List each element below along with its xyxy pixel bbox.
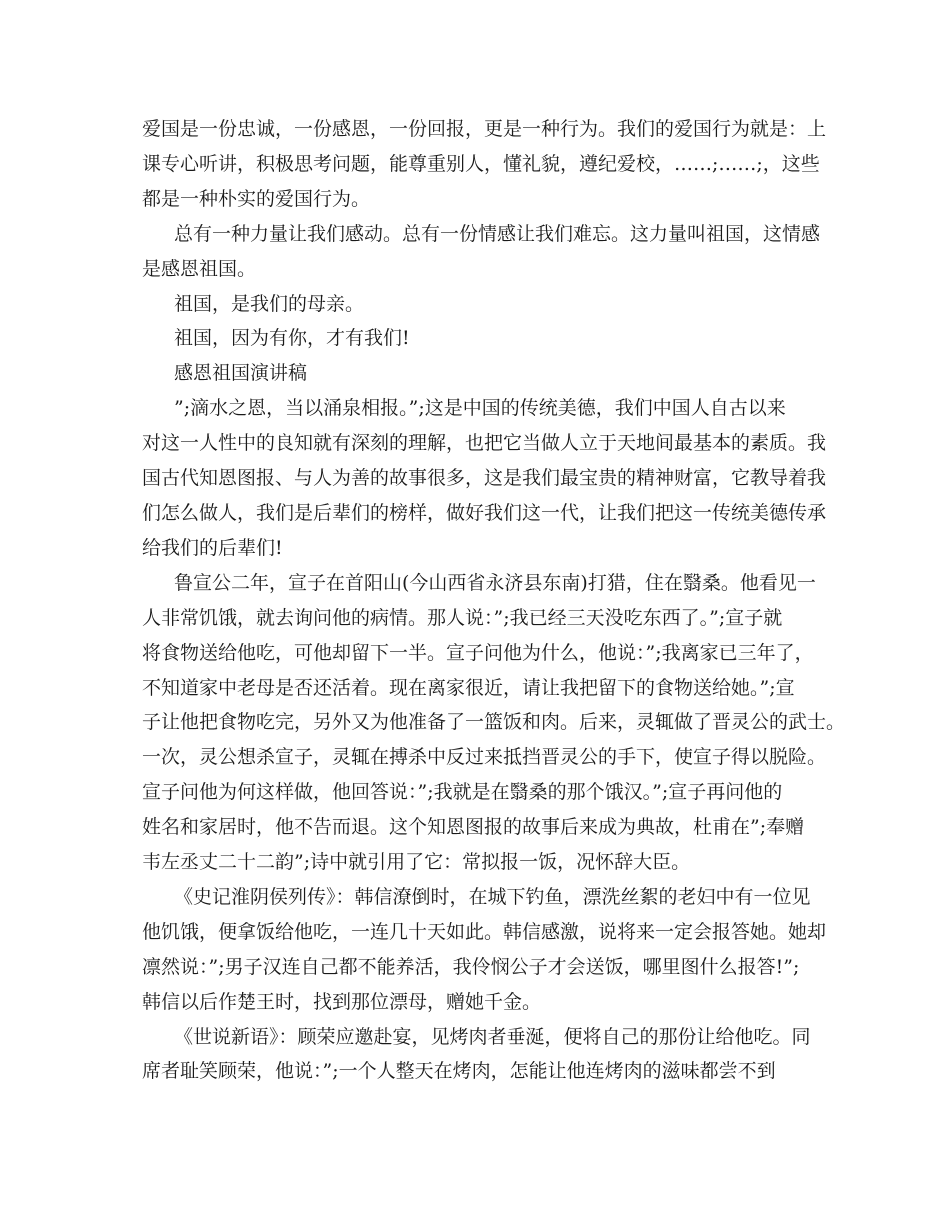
- text-line: 一次，灵公想杀宣子，灵辄在搏杀中反过来抵挡晋灵公的手下，使宣子得以脱险。: [142, 746, 827, 769]
- text-line: 凛然说：”;男子汉连自己都不能养活，我伶悯公子才会送饭，哪里图什么报答!”;: [142, 955, 800, 978]
- text-line: 们怎么做人，我们是后辈们的榜样，做好我们这一代，让我们把这一传统美德传承: [142, 501, 827, 524]
- text-line: 席者耻笑顾荣，他说：”;一个人整天在烤肉，怎能让他连烤肉的滋味都尝不到: [142, 1060, 776, 1083]
- text-line: 给我们的后辈们!: [142, 536, 283, 559]
- text-line: 宣子问他为何这样做，他回答说：”;我就是在翳桑的那个饿汉。”;宣子再问他的: [142, 781, 783, 804]
- text-line: 《世说新语》：顾荣应邀赴宴，见烤肉者垂涎，便将自己的那份让给他吃。同: [174, 1025, 811, 1048]
- document-body: [142, 112, 846, 1089]
- text-line: ”;滴水之恩，当以涌泉相报。”;这是中国的传统美德，我们中国人自古以来: [174, 397, 786, 420]
- text-line: 祖国，是我们的母亲。: [174, 292, 365, 315]
- text-line: 他饥饿，便拿饭给他吃，一连几十天如此。韩信感激，说将来一定会报答她。她却: [142, 920, 827, 943]
- text-line: 爱国是一份忠诚，一份感恩，一份回报，更是一种行为。我们的爱国行为就是：上: [142, 118, 827, 140]
- text-line: 将食物送给他吃，可他却留下一半。宣子问他为什么，他说：”;我离家已三年了，: [142, 641, 814, 664]
- text-line: 国古代知恩图报、与人为善的故事很多，这是我们最宝贵的精神财富，它教导着我: [142, 467, 827, 490]
- text-line: 对这一人性中的良知就有深刻的理解，也把它当做人立于天地间最基本的素质。我: [142, 432, 827, 455]
- text-line: 韩信以后作楚王时，找到那位漂母，赠她千金。: [142, 990, 542, 1013]
- text-line: 人非常饥饿，就去询问他的病情。那人说：”;我已经三天没吃东西了。”;宣子就: [142, 606, 783, 629]
- text-line: 总有一种力量让我们感动。总有一份情感让我们难忘。这力量叫祖国，这情感: [174, 222, 821, 245]
- text-line: 姓名和家居时，他不告而退。这个知恩图报的故事后来成为典故，杜甫在”;奉赠: [142, 816, 805, 839]
- text-line: 课专心听讲，积极思考问题，能尊重别人，懂礼貌，遵纪爱校，……;……;，这些: [142, 152, 820, 175]
- text-line: 子让他把食物吃完，另外又为他准备了一篮饭和肉。后来，灵辄做了晋灵公的武士。: [142, 711, 846, 734]
- section-heading: 感恩祖国演讲稿: [174, 362, 308, 385]
- text-line: 是感恩祖国。: [142, 257, 257, 280]
- text-line: 韦左丞丈二十二韵”;诗中就引用了它：常拟报一饭，况怀辞大臣。: [142, 851, 691, 874]
- text-line: 不知道家中老母是否还活着。现在离家很近，请让我把留下的食物送给她。”;宣: [142, 676, 795, 699]
- text-line: 都是一种朴实的爱国行为。: [142, 187, 371, 210]
- text-line: 《史记淮阴侯列传》：韩信潦倒时，在城下钓鱼，漂洗丝絮的老妇中有一位见: [174, 885, 811, 908]
- text-line: 祖国，因为有你，才有我们!: [174, 327, 410, 350]
- text-line: 鲁宣公二年，宣子在首阳山(今山西省永济县东南)打猎，住在翳桑。他看见一: [174, 571, 816, 594]
